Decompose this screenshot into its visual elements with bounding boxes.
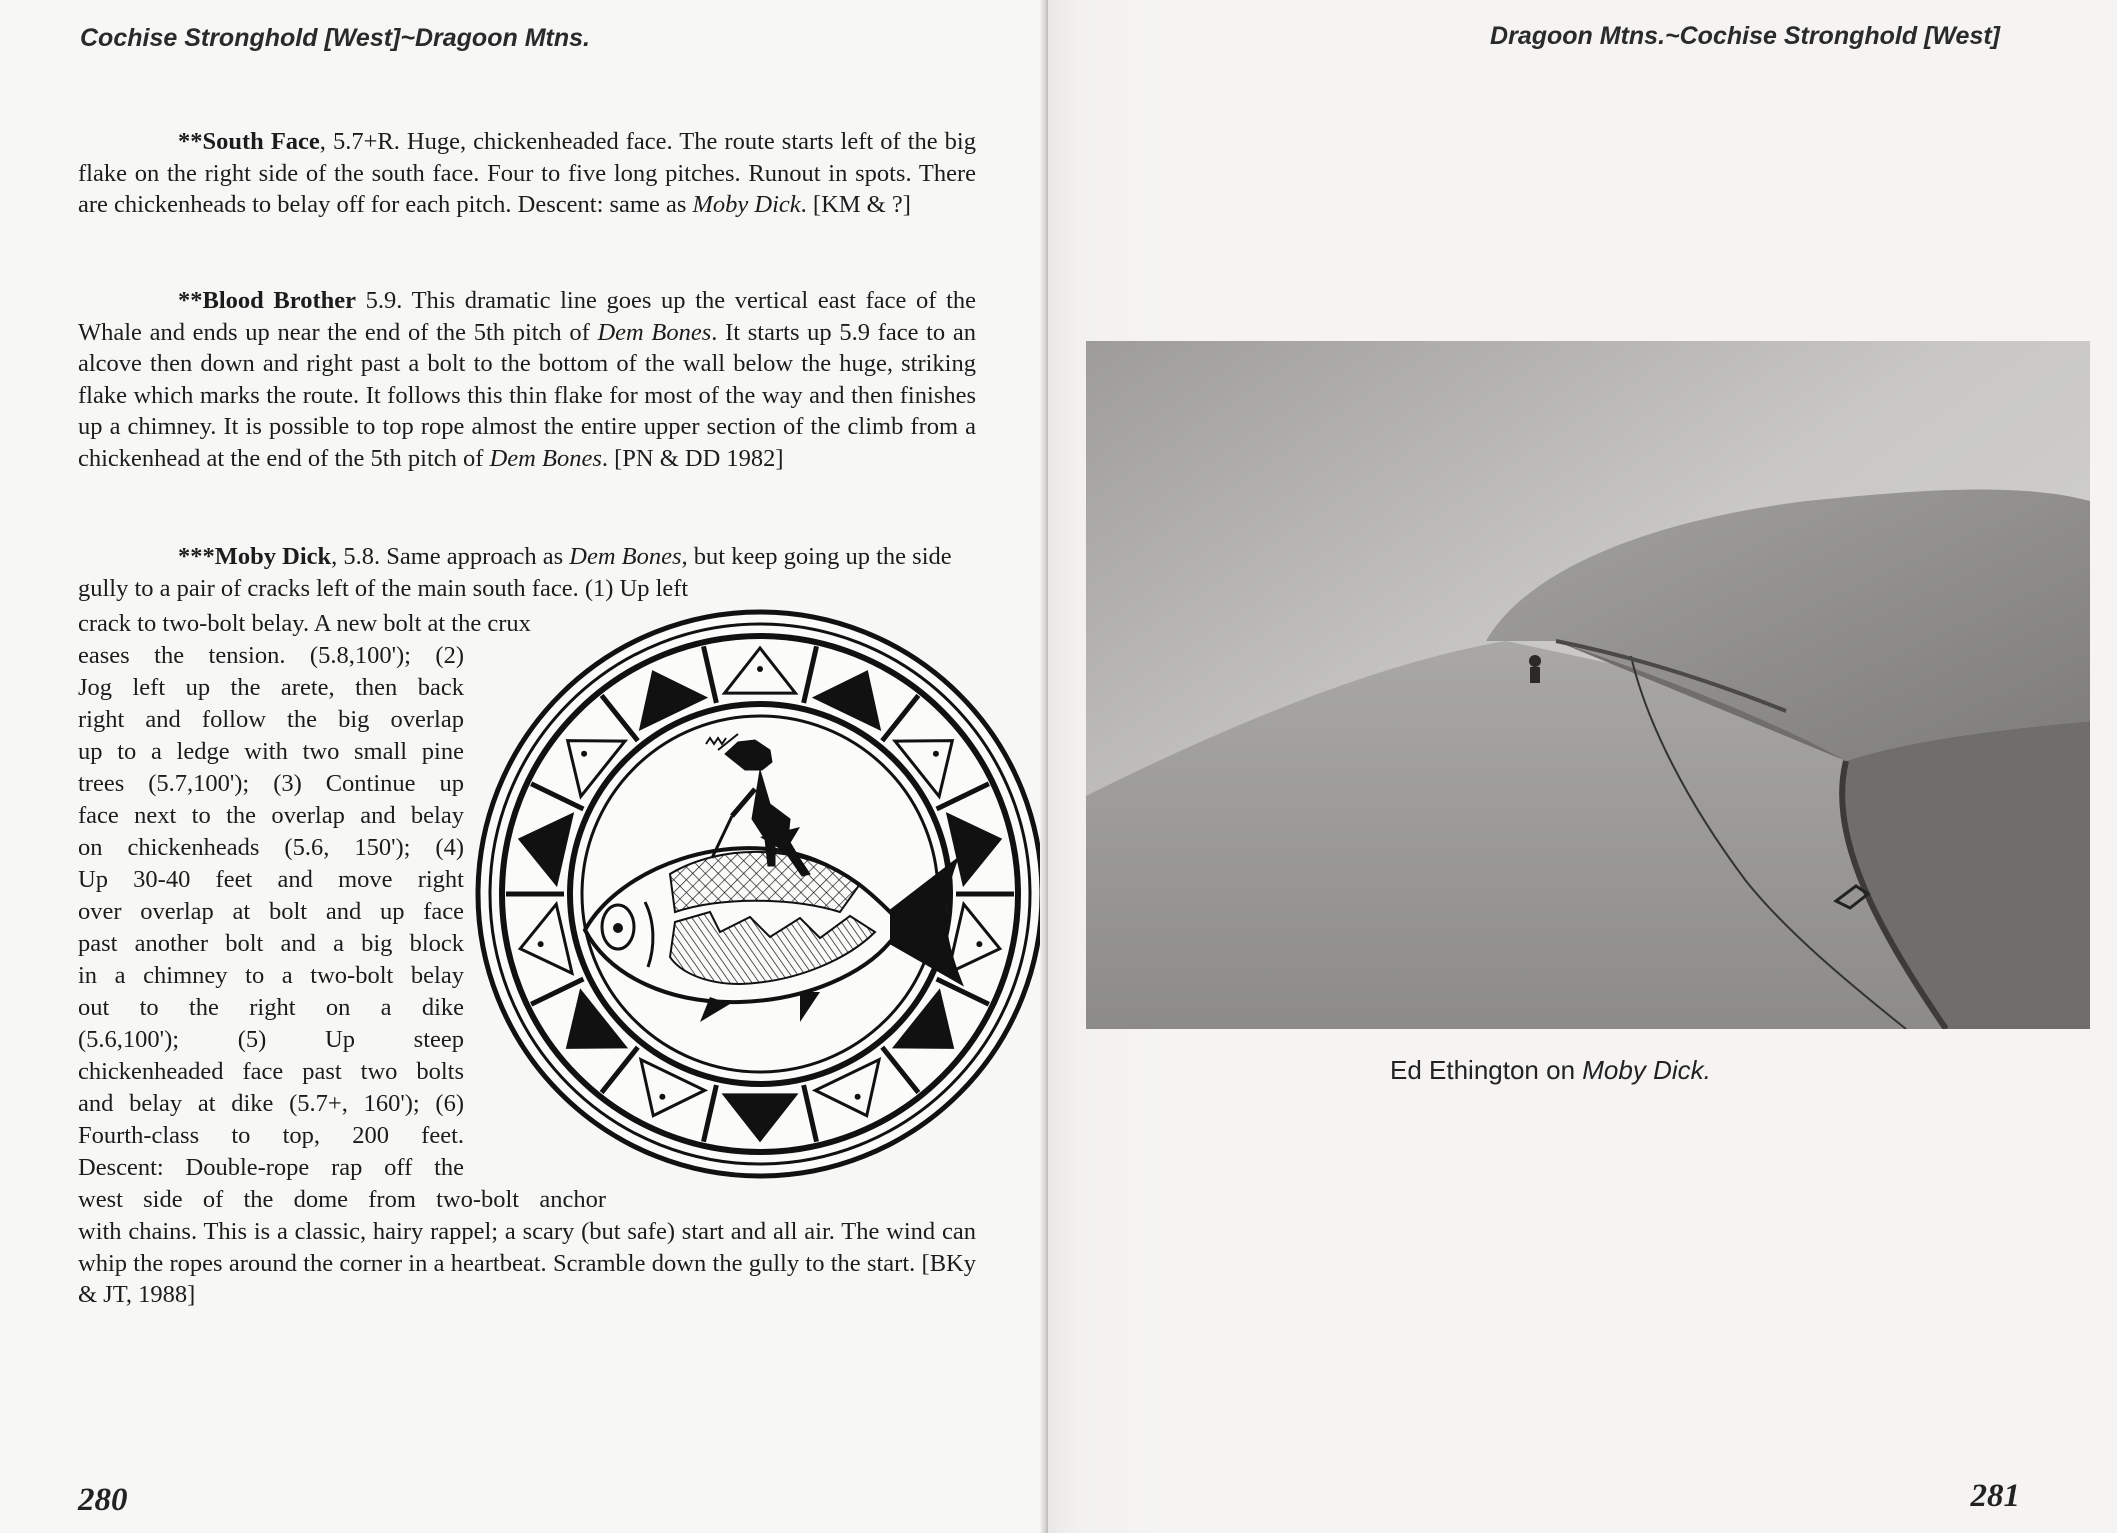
- wrapped-line: past another bolt and a big block: [78, 930, 464, 957]
- wrapped-line: crack to two-bolt belay. A new bolt at the crux: [78, 610, 531, 637]
- route-reference: Dem Bones: [597, 318, 712, 346]
- climbing-photograph: [1086, 341, 2090, 1029]
- page-number-right: 281: [1970, 1478, 2020, 1514]
- wrapped-line: over overlap at bolt and up face: [78, 898, 464, 925]
- plate-band-dot: [933, 751, 939, 757]
- wrapped-line: on chickenheads (5.6, 150'); (4): [78, 834, 464, 861]
- route-name: South Face: [202, 128, 320, 155]
- wrapped-line: up to a ledge with two small pine: [78, 738, 464, 765]
- route-credit: . [KM & ?]: [800, 191, 911, 218]
- route-entry-south-face: [78, 126, 976, 221]
- wrapped-line: right and follow the big overlap: [78, 706, 464, 733]
- route-reference: Moby Dick: [692, 191, 801, 218]
- route-name: Blood Brother: [202, 287, 356, 314]
- wrapped-line: face next to the overlap and belay: [78, 802, 464, 829]
- route-reference: Dem Bones,: [569, 543, 688, 570]
- running-head-left: Cochise Stronghold [West]~Dragoon Mtns.: [80, 24, 590, 52]
- route-stars: **: [178, 287, 203, 314]
- plate-band-dot: [976, 841, 982, 847]
- page-number-left: 280: [78, 1482, 128, 1518]
- wrapped-line: Jog left up the arete, then back: [78, 674, 464, 701]
- wrapped-line: eases the tension. (5.8,100'); (2): [78, 642, 464, 669]
- wrapped-line: (5.6,100'); (5) Up steep: [78, 1026, 464, 1053]
- plate-band-dot: [976, 941, 982, 947]
- route-description-cont: . It starts up 5.9 face to an alcove then down and right past a bolt to the bottom of the wall below the huge, striking flake which marks the route. It follows this thin flake for most of the way and then finishes up a chimney. It is possible to top rope almost the entire upper section of the climb from a chickenhead at the end of the 5th pitch of: [78, 318, 976, 472]
- wrapped-line: and belay at dike (5.7+, 160'); (6): [78, 1090, 464, 1117]
- plate-band-dot: [659, 1094, 665, 1100]
- route-wrapped-text: [78, 608, 606, 1216]
- wrapped-line: out to the right on a dike: [78, 994, 464, 1021]
- plate-band-dot: [855, 688, 861, 694]
- mimbres-fish-plate-illustration: [470, 604, 1050, 1184]
- route-reference: Dem Bones: [489, 444, 602, 472]
- plate-band-dot: [757, 1116, 763, 1122]
- route-entry-blood-brother: [78, 285, 976, 474]
- caption-route-name: Moby Dick.: [1582, 1055, 1711, 1085]
- wrapped-line: Up 30-40 feet and move right: [78, 866, 464, 893]
- left-page: [0, 0, 1048, 1533]
- route-description-end: with chains. This is a classic, hairy rappel; a scary (but safe) start and all air. The wind can whip the ropes around the corner in a heartbeat. Scramble down the gully to the start. [BKy & JT, 1988]: [78, 1218, 976, 1308]
- plate-band-dot: [933, 1031, 939, 1037]
- photo-caption: [1390, 1055, 1711, 1086]
- plate-band-dot: [855, 1094, 861, 1100]
- route-name: Moby Dick: [214, 543, 332, 570]
- plate-band-dot: [581, 751, 587, 757]
- route-credit: . [PN & DD 1982]: [601, 444, 784, 472]
- plate-band-dot: [538, 841, 544, 847]
- route-stars: **: [178, 128, 203, 155]
- plate-band-dot: [538, 941, 544, 947]
- route-entry-moby-dick: [78, 541, 976, 604]
- route-description: , 5.8. Same approach as: [331, 543, 570, 570]
- route-description: 5.9. This dramatic line goes up the vertical east face of the Whale and ends up near the end of the 5th pitch of: [78, 287, 976, 346]
- plate-band-dot: [757, 666, 763, 672]
- wrapped-line: in a chimney to a two-bolt belay: [78, 962, 464, 989]
- plate-band-dot: [581, 1031, 587, 1037]
- plate-band-dot: [659, 688, 665, 694]
- caption-text: Ed Ethington on: [1390, 1055, 1583, 1085]
- running-head-right: Dragoon Mtns.~Cochise Stronghold [West]: [1490, 22, 2000, 50]
- wrapped-line: chickenheaded face past two bolts: [78, 1058, 464, 1085]
- route-description-cont: but keep going up the side gully to a pair of cracks left of the main south face. (1) Up left: [78, 543, 952, 602]
- wrapped-line: Fourth-class to top, 200 feet.: [78, 1122, 464, 1149]
- wrapped-line: Descent: Double-rope rap off the: [78, 1154, 464, 1181]
- mimbres-plate-icon: [470, 604, 1050, 1184]
- route-description: , 5.7+R. Huge, chickenheaded face. The route starts left of the big flake on the right side of the south face. Four to five long pitches. Runout in spots. There are chickenheads to belay off for each pitch. Descent: same as: [78, 128, 976, 218]
- granite-dome-photo-icon: [1086, 341, 2090, 1029]
- wrapped-line: trees (5.7,100'); (3) Continue up: [78, 770, 464, 797]
- wrapped-line: west side of the dome from two-bolt anchor: [78, 1186, 606, 1213]
- route-stars: ***: [178, 543, 215, 570]
